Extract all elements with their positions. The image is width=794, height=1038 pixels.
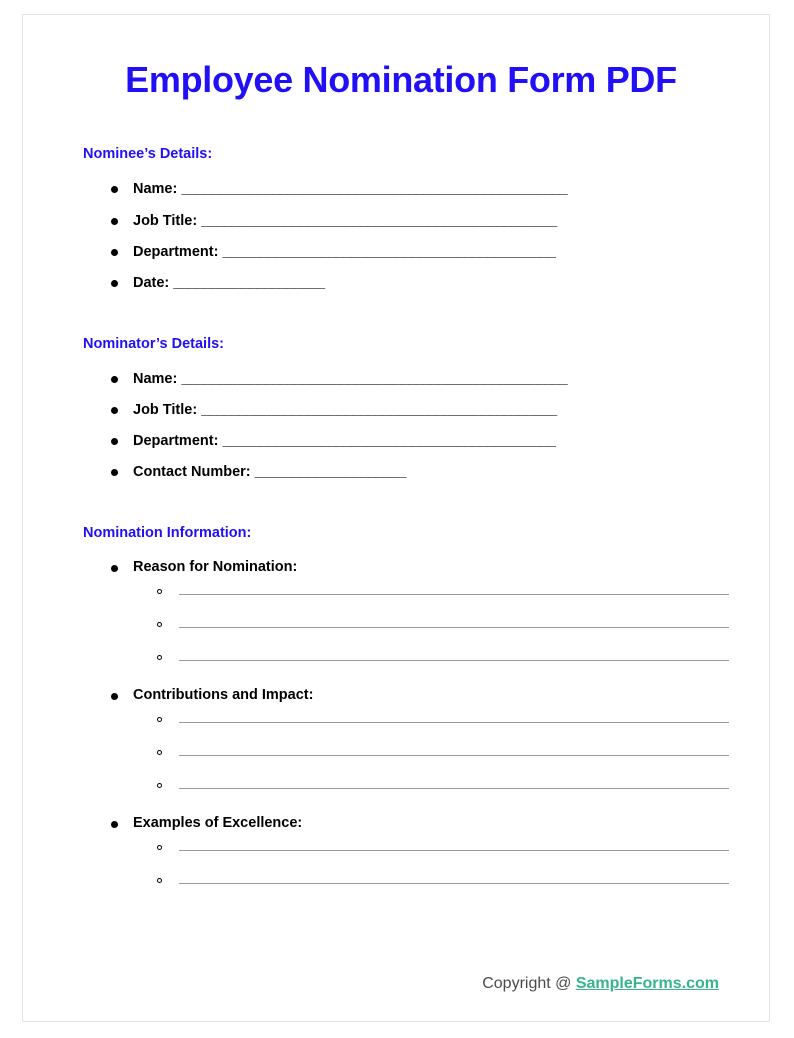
field-label: Job Title:	[133, 212, 198, 229]
answer-line[interactable]	[153, 874, 719, 888]
page-title: Employee Nomination Form PDF	[125, 59, 677, 100]
nominator-field-list	[83, 370, 719, 482]
copyright-text: Copyright @	[482, 975, 572, 992]
document-body	[23, 15, 769, 1021]
answer-line[interactable]	[153, 746, 719, 760]
nomination-item-group	[83, 559, 719, 888]
list-item	[107, 370, 719, 388]
section-nomination-information	[83, 525, 719, 888]
field-label: Date:	[133, 274, 170, 291]
field-blank-line[interactable]: _______________________________________________	[201, 402, 557, 419]
section-heading-nomination: Nomination Information:	[83, 525, 252, 542]
answer-line[interactable]	[153, 618, 719, 632]
nomination-item-label: Reason for Nomination:	[107, 559, 719, 575]
field-blank-line[interactable]: ___________________________________________________	[181, 370, 568, 387]
field-label: Department:	[133, 433, 219, 450]
answer-line[interactable]	[153, 779, 719, 793]
list-item	[107, 401, 719, 419]
write-in-rule	[179, 594, 729, 595]
brand-link[interactable]: SampleForms.com	[575, 975, 719, 992]
field-blank-line[interactable]: _______________________________________________	[201, 212, 557, 229]
nomination-item-label: Contributions and Impact:	[107, 687, 719, 703]
write-in-rule	[179, 722, 729, 723]
section-nominee-details	[83, 146, 719, 292]
write-in-rule	[179, 788, 729, 789]
field-blank-line[interactable]: ____________________________________________	[222, 433, 556, 450]
list-item	[107, 463, 719, 481]
document-page	[22, 14, 770, 1022]
field-label: Department:	[133, 243, 219, 260]
nominee-field-list	[83, 180, 719, 292]
answer-line[interactable]	[153, 585, 719, 599]
answer-line[interactable]	[153, 841, 719, 855]
nomination-answer-lines	[107, 841, 719, 888]
field-label: Name:	[133, 370, 178, 387]
section-heading-nominator: Nominator’s Details:	[83, 335, 224, 352]
list-item	[107, 243, 719, 261]
nomination-answer-lines	[107, 713, 719, 793]
list-item	[107, 274, 719, 292]
write-in-rule	[179, 850, 729, 851]
footer	[482, 975, 719, 993]
list-item	[107, 180, 719, 198]
write-in-rule	[179, 660, 729, 661]
section-heading-nominee: Nominee’s Details:	[83, 146, 213, 163]
answer-line[interactable]	[153, 651, 719, 665]
field-blank-line[interactable]: ___________________________________________________	[181, 181, 568, 198]
write-in-rule	[179, 755, 729, 756]
write-in-rule	[179, 627, 729, 628]
write-in-rule	[179, 883, 729, 884]
nomination-item-label: Examples of Excellence:	[107, 815, 719, 831]
list-item	[107, 212, 719, 230]
list-item	[107, 432, 719, 450]
field-blank-line[interactable]: ____________________________________________	[222, 243, 556, 260]
field-label: Name:	[133, 181, 178, 198]
answer-line[interactable]	[153, 713, 719, 727]
field-label: Job Title:	[133, 402, 198, 419]
field-blank-line[interactable]: ____________________	[173, 274, 325, 291]
field-label: Contact Number:	[133, 464, 251, 481]
nomination-answer-lines	[107, 585, 719, 665]
section-nominator-details	[83, 336, 719, 482]
field-blank-line[interactable]: ____________________	[254, 464, 406, 481]
